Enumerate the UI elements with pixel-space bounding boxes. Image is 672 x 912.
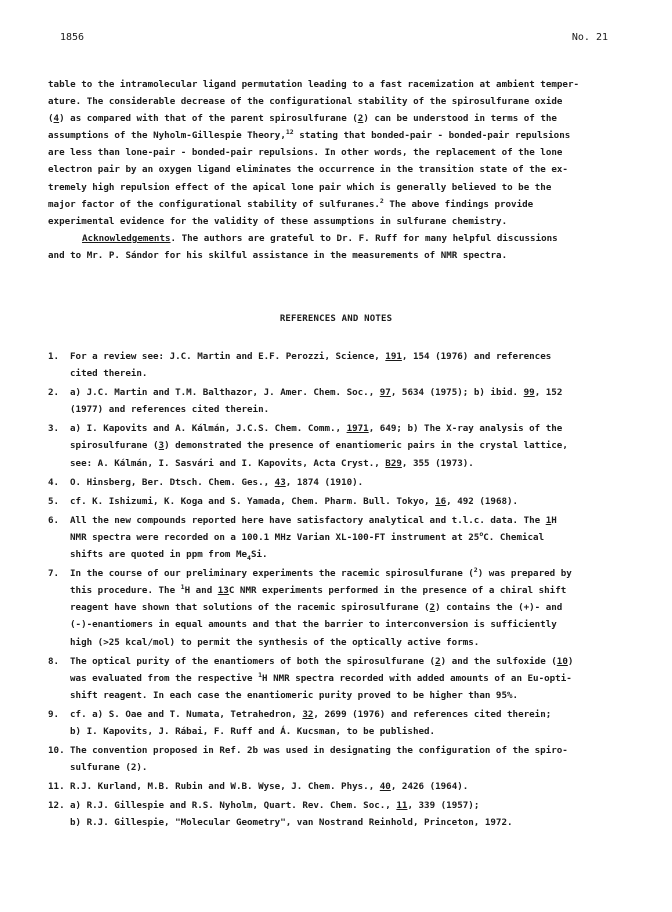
reference-text: , 152 bbox=[534, 387, 563, 399]
reference-text: ) contains the (+)- and bbox=[435, 602, 563, 614]
compound-ref: 2 bbox=[357, 113, 364, 125]
reference-text: C. Chemical bbox=[483, 531, 545, 543]
reference-item bbox=[48, 706, 614, 740]
reference-text: shift reagent. In each case the enantiomeric purity proved to be higher than 95%. bbox=[70, 689, 519, 701]
reference-line bbox=[70, 437, 614, 454]
reference-line bbox=[70, 616, 614, 633]
reference-item bbox=[48, 797, 614, 831]
superscript: o bbox=[479, 529, 484, 538]
reference-item bbox=[48, 348, 614, 382]
reference-text: All the new compounds reported here have satisfactory analytical and t.l.c. data. The bbox=[70, 514, 546, 526]
volume-number: 97 bbox=[379, 387, 391, 399]
reference-text: (1977) and references cited therein. bbox=[70, 404, 270, 416]
reference-number: 6. bbox=[48, 514, 60, 526]
reference-item bbox=[48, 384, 614, 418]
volume-number: 32 bbox=[302, 708, 314, 720]
reference-line bbox=[70, 723, 614, 740]
reference-number: 9. bbox=[48, 708, 60, 720]
reference-line bbox=[70, 565, 614, 582]
superscript: 2 bbox=[473, 566, 478, 575]
reference-line bbox=[70, 529, 614, 546]
volume-number: 3 bbox=[158, 440, 165, 452]
reference-text: R.J. Kurland, M.B. Rubin and W.B. Wyse, J. Chem. Phys., bbox=[70, 781, 380, 793]
volume-number: 10 bbox=[556, 655, 568, 667]
reference-text: , 5634 (1975); b) ibid. bbox=[390, 387, 524, 399]
reference-text: b) R.J. Gillespie, "Molecular Geometry", van Nostrand Reinhold, Princeton, 1972. bbox=[70, 817, 513, 829]
journal-issue-number: No. 21 bbox=[571, 32, 608, 43]
volume-number: 191 bbox=[385, 351, 402, 362]
reference-item bbox=[48, 474, 614, 491]
reference-line bbox=[70, 599, 614, 616]
reference-text: , 2699 (1976) and references cited therein; bbox=[313, 708, 552, 720]
reference-text: In the course of our preliminary experiments the racemic spirosulfurane ( bbox=[70, 568, 474, 580]
reference-text: (-)-enantiomers in equal amounts and that the barrier to interconversion is sufficiently bbox=[70, 619, 557, 631]
reference-line bbox=[70, 384, 614, 401]
reference-line bbox=[70, 401, 614, 418]
reference-item bbox=[48, 565, 614, 650]
references-heading: REFERENCES AND NOTES bbox=[279, 314, 393, 324]
reference-text: a) R.J. Gillespie and R.S. Nyholm, Quart. Rev. Chem. Soc., bbox=[70, 800, 397, 812]
reference-text: shifts are quoted in ppm from Me bbox=[70, 549, 248, 561]
reference-number: 2. bbox=[48, 387, 60, 399]
volume-number: 11 bbox=[396, 800, 408, 812]
reference-line bbox=[70, 512, 614, 529]
reference-number: 1. bbox=[48, 351, 60, 362]
reference-item bbox=[48, 512, 614, 563]
body-line: assumptions of the Nyholm-Gillespie Theory,$^{12}$ stating that bonded-pair - bonded-pair repulsions bbox=[48, 128, 571, 142]
volume-number: 1971 bbox=[346, 423, 369, 435]
reference-number: 10. bbox=[48, 745, 65, 757]
body-line: tremely high repulsion effect of the apical lone pair which is generally believed to be the bbox=[48, 181, 552, 193]
reference-text: H NMR spectra recorded with added amounts of an Eu-opti- bbox=[262, 672, 572, 684]
superscript: 1 bbox=[258, 670, 262, 679]
reference-number: 4. bbox=[48, 476, 60, 488]
body-text bbox=[48, 76, 614, 264]
citation-superscript: 12 bbox=[285, 128, 294, 137]
reference-line bbox=[70, 474, 614, 491]
volume-number: 13 bbox=[217, 585, 229, 597]
reference-text: For a review see: J.C. Martin and E.F. Perozzi, Science, bbox=[70, 351, 386, 362]
reference-number: 8. bbox=[48, 655, 60, 667]
reference-text: reagent have shown that solutions of the racemic spirosulfurane ( bbox=[70, 602, 430, 614]
reference-line bbox=[70, 455, 614, 472]
body-line: major factor of the configurational stability of sulfuranes.$^2$ The above findings provide bbox=[48, 196, 534, 210]
reference-text: , 339 (1957); bbox=[407, 800, 480, 812]
reference-line bbox=[70, 797, 614, 814]
reference-text: C NMR experiments performed in the presence of a chiral shift bbox=[228, 585, 567, 597]
reference-text: ) bbox=[567, 655, 574, 667]
reference-text: a) J.C. Martin and T.M. Balthazor, J. Amer. Chem. Soc., bbox=[70, 387, 380, 399]
reference-number: 11. bbox=[48, 781, 65, 793]
reference-line bbox=[70, 634, 614, 651]
reference-text: H bbox=[551, 514, 557, 526]
body-line: are less than lone-pair - bonded-pair repulsions. In other words, the replacement of the lone bbox=[48, 147, 563, 159]
body-line: ature. The considerable decrease of the configurational stability of the spirosulfurane oxide bbox=[48, 96, 563, 108]
reference-text: sulfurane (2). bbox=[70, 762, 148, 774]
paragraph-acknowledgements bbox=[48, 230, 614, 264]
reference-number: 3. bbox=[48, 423, 60, 435]
reference-text: The optical purity of the enantiomers of both the spirosulfurane ( bbox=[70, 655, 436, 667]
reference-text: Si. bbox=[250, 549, 268, 561]
body-line: table to the intramolecular ligand permutation leading to a fast racemization at ambient temper- bbox=[48, 79, 580, 90]
reference-line bbox=[70, 546, 614, 563]
volume-number: 2 bbox=[435, 655, 441, 667]
reference-text: , 1874 (1910). bbox=[285, 476, 364, 488]
body-line: Acknowledgements. The authors are grateful to Dr. F. Ruff for many helpful discussions bbox=[82, 232, 558, 244]
reference-list bbox=[48, 348, 614, 834]
reference-text: a) I. Kapovits and A. Kálmán, J.C.S. Chem. Comm., bbox=[70, 423, 347, 435]
reference-line bbox=[70, 670, 614, 687]
citation-superscript: 2 bbox=[379, 196, 384, 205]
reference-text: , 649; b) The X-ray analysis of the bbox=[368, 423, 563, 435]
reference-number: 5. bbox=[48, 495, 60, 507]
volume-number: 2 bbox=[429, 602, 436, 614]
reference-text: was evaluated from the respective bbox=[70, 672, 259, 684]
reference-text: , 2426 (1964). bbox=[390, 781, 469, 793]
reference-line bbox=[70, 778, 614, 795]
reference-text: cited therein. bbox=[70, 368, 148, 380]
reference-text: this procedure. The bbox=[70, 585, 181, 597]
reference-text: O. Hinsberg, Ber. Dtsch. Chem. Ges., bbox=[70, 476, 275, 488]
reference-line bbox=[70, 706, 614, 723]
reference-text: cf. K. Ishizumi, K. Koga and S. Yamada, Chem. Pharm. Bull. Tokyo, bbox=[70, 495, 436, 507]
reference-line bbox=[70, 814, 614, 831]
subscript: 4 bbox=[247, 553, 251, 562]
reference-number: 12. bbox=[48, 800, 65, 812]
reference-text: spirosulfurane ( bbox=[70, 440, 159, 452]
reference-line bbox=[70, 493, 614, 510]
paragraph-discussion bbox=[48, 76, 614, 230]
reference-text: high (>25 kcal/mol) to permit the synthesis of the optically active forms. bbox=[70, 636, 480, 648]
reference-line bbox=[70, 582, 614, 599]
compound-ref: 4 bbox=[53, 113, 60, 125]
acknowledgements-heading: Acknowledgements bbox=[82, 232, 171, 244]
reference-text: b) I. Kapovits, J. Rábai, F. Ruff and Á. Kucsman, to be published. bbox=[70, 725, 436, 737]
reference-item bbox=[48, 778, 614, 795]
volume-number: 43 bbox=[274, 476, 286, 488]
volume-number: 40 bbox=[379, 781, 391, 793]
superscript: 1 bbox=[180, 583, 185, 592]
reference-text: , 154 (1976) and references bbox=[401, 351, 552, 362]
reference-line bbox=[70, 420, 614, 437]
reference-line bbox=[70, 759, 614, 776]
reference-text: , 492 (1968). bbox=[446, 495, 519, 507]
reference-item bbox=[48, 420, 614, 471]
reference-text: ) was prepared by bbox=[477, 568, 572, 580]
reference-line bbox=[70, 365, 614, 382]
reference-text: , 355 (1973). bbox=[401, 457, 474, 469]
reference-line bbox=[70, 653, 614, 670]
reference-line bbox=[70, 687, 614, 704]
reference-line bbox=[70, 742, 614, 759]
reference-number: 7. bbox=[48, 568, 60, 580]
volume-number: B29 bbox=[385, 457, 402, 469]
reference-text: ) demonstrated the presence of enantiomeric pairs in the crystal lattice, bbox=[164, 440, 568, 452]
volume-number: 16 bbox=[435, 495, 447, 507]
volume-number: 99 bbox=[523, 387, 535, 399]
reference-text: H and bbox=[184, 585, 218, 597]
body-line: (4) as compared with that of the parent spirosulfurane (2) can be understood in terms of the bbox=[48, 113, 557, 125]
reference-line bbox=[70, 348, 614, 365]
volume-number: 1 bbox=[545, 514, 552, 526]
reference-text: NMR spectra were recorded on a 100.1 MHz Varian XL-100-FT instrument at 25 bbox=[70, 531, 480, 543]
body-line: and to Mr. P. Sándor for his skilful assistance in the measurements of NMR spectra. bbox=[48, 249, 508, 261]
reference-text: The convention proposed in Ref. 2b was used in designating the configuration of the spiro- bbox=[70, 745, 568, 757]
reference-item bbox=[48, 742, 614, 776]
reference-text: see: A. Kálmán, I. Sasvári and I. Kapovits, Acta Cryst., bbox=[70, 457, 386, 469]
body-line: electron pair by an oxygen ligand eliminates the occurrence in the transition state of the ex- bbox=[48, 164, 568, 176]
reference-item bbox=[48, 653, 614, 704]
reference-item bbox=[48, 493, 614, 510]
reference-text: cf. a) S. Oae and T. Numata, Tetrahedron, bbox=[70, 708, 303, 720]
page-number: 1856 bbox=[60, 32, 85, 43]
body-line: experimental evidence for the validity of these assumptions in sulfurane chemistry. bbox=[48, 215, 508, 227]
reference-text: ) and the sulfoxide ( bbox=[440, 655, 557, 667]
